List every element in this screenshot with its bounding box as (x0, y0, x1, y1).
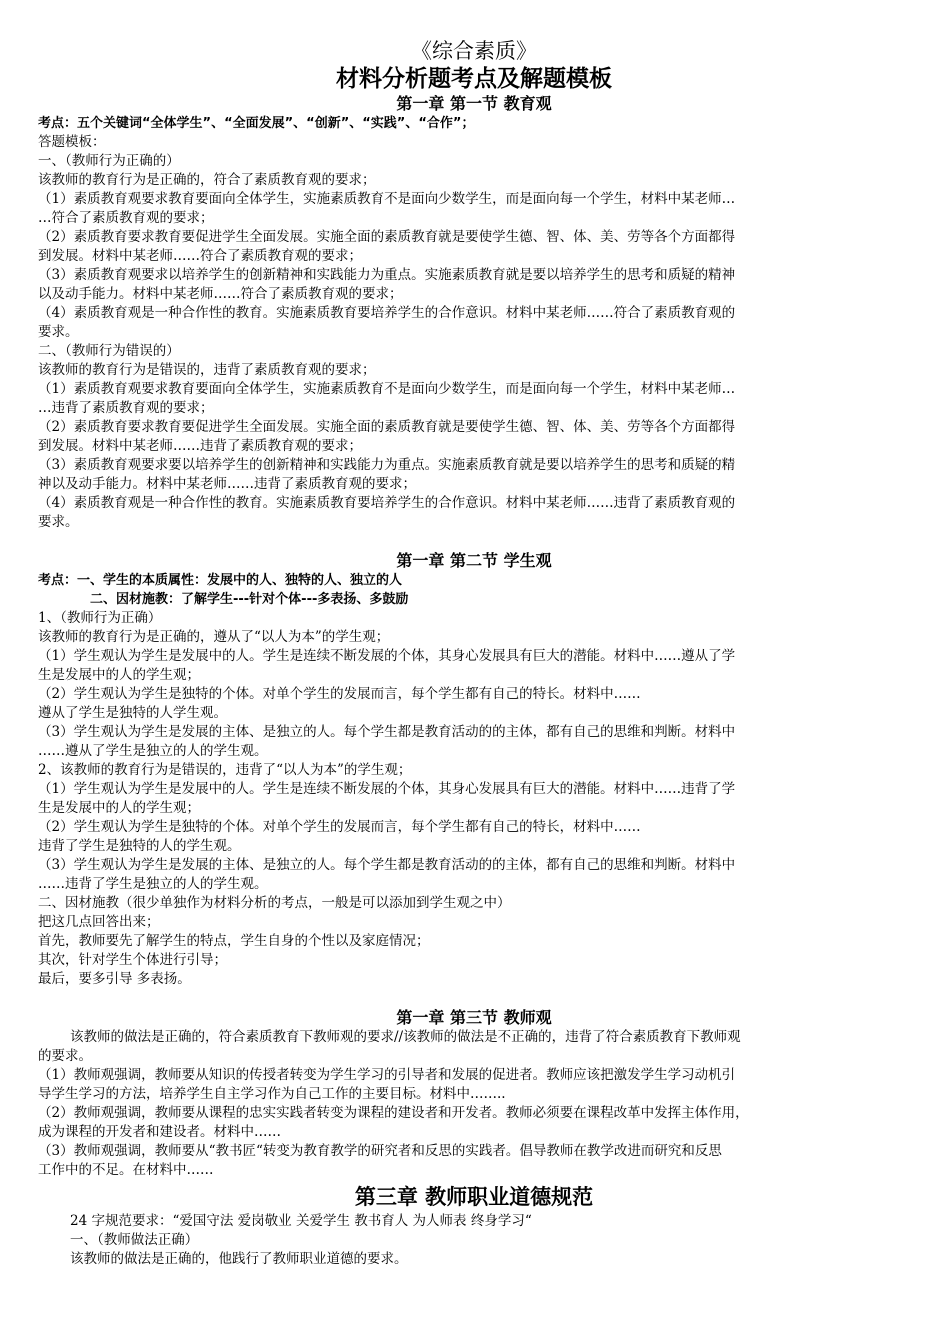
section-heading-professional-ethics: 第三章 教师职业道德规范 (354, 1185, 594, 1209)
text-line: 该教师的教育行为是正确的，遵从了“以人为本”的学生观； (38, 629, 390, 645)
key-points: 考点：五个关键词“全体学生”、“全面发展”、“创新”、“实践”、“合作”； (38, 116, 475, 131)
key-points-continued: 二、因材施教：了解学生---针对个体---多表扬、多鼓励 (90, 592, 409, 607)
text-line: 把这几点回答出来； (38, 914, 160, 930)
text-line: 要求。 (38, 324, 79, 340)
text-line: （1）学生观认为学生是发展中的人。学生是连续不断发展的个体，其身心发展具有巨大的潜能。材料中……遵从了学 (38, 648, 736, 664)
text-line: 答题模板： (38, 134, 106, 150)
text-line: 导学生学习的方法，培养学生自主学习作为自己工作的主要目标。材料中…….. (38, 1086, 506, 1102)
text-line: （3）教师观强调，教师要从“教书匠“转变为教育教学的研究者和反思的实践者。倡导教师在教学改进而研究和反思 (38, 1143, 722, 1159)
text-line: 到发展。材料中某老师……违背了素质教育观的要求； (38, 438, 362, 454)
text-line: …符合了素质教育观的要求； (38, 210, 214, 226)
text-line: 以及动手能力。材料中某老师……符合了素质教育观的要求； (38, 286, 403, 302)
text-line: 其次，针对学生个体进行引导； (38, 952, 227, 968)
text-line: 生是发展中的人的学生观； (38, 667, 200, 683)
text-line: （2）教师观强调，教师要从课程的忠实实践者转变为课程的建设者和开发者。教师必须要在课程改革中发挥主体作用， (38, 1105, 749, 1121)
key-points: 考点：一、学生的本质属性：发展中的人、独特的人、独立的人 (38, 573, 403, 588)
text-line: 成为课程的开发者和建设者。材料中…… (38, 1124, 281, 1140)
text-line: 1、（教师行为正确） (38, 610, 162, 626)
text-line: 二、（教师行为错误的） (38, 343, 180, 359)
text-line: 工作中的不足。在材料中…… (38, 1162, 214, 1178)
text-line: 一、（教师行为正确的） (38, 153, 180, 169)
text-line: 24 字规范要求：“爱国守法 爱岗敬业 关爱学生 教书育人 为人师表 终身学习“ (70, 1213, 532, 1229)
document-subtitle: 材料分析题考点及解题模板 (336, 66, 612, 92)
text-line: 神以及动手能力。材料中某老师……违背了素质教育观的要求； (38, 476, 416, 492)
text-line: （2）素质教育要求教育要促进学生全面发展。实施全面的素质教育就是要使学生德、智、体、美、劳等各个方面都得 (38, 229, 736, 245)
text-line: ……遵从了学生是独立的人的学生观。 (38, 743, 268, 759)
spacer (38, 532, 910, 551)
text-line: （1）教师观强调，教师要从知识的传授者转变为学生学习的引导者和发展的促进者。教师应该把激发学生学习动机引 (38, 1067, 736, 1083)
text-line: （3）学生观认为学生是发展的主体、是独立的人。每个学生都是教育活动的的主体，都有自己的思维和判断。材料中 (38, 857, 736, 873)
text-line: 违背了学生是独特的人的学生观。 (38, 838, 241, 854)
text-line: （2）素质教育要求教育要促进学生全面发展。实施全面的素质教育就是要使学生德、智、体、美、劳等各个方面都得 (38, 419, 736, 435)
text-line: 该教师的做法是正确的，他践行了教师职业道德的要求。 (70, 1251, 408, 1267)
section-heading-teacher-view: 第一章 第三节 教师观 (396, 1008, 552, 1027)
text-line: （3）素质教育观要求要以培养学生的创新精神和实践能力为重点。实施素质教育就是要以培养学生的思考和质疑的精 (38, 457, 736, 473)
text-line: （3）学生观认为学生是发展的主体、是独立的人。每个学生都是教育活动的的主体，都有自己的思维和判断。材料中 (38, 724, 736, 740)
text-line: （2）学生观认为学生是独特的个体。对单个学生的发展而言，每个学生都有自己的特长，材料中…… (38, 819, 641, 835)
text-line: （2）学生观认为学生是独特的个体。对单个学生的发展而言，每个学生都有自己的特长。材料中…… (38, 686, 641, 702)
text-line: （1）素质教育观要求教育要面向全体学生，实施素质教育不是面向少数学生，而是面向每一个学生，材料中某老师… (38, 191, 736, 207)
text-line: 该教师的教育行为是错误的，违背了素质教育观的要求； (38, 362, 376, 378)
text-line: ……违背了学生是独立的人的学生观。 (38, 876, 268, 892)
text-line: （1）学生观认为学生是发展中的人。学生是连续不断发展的个体，其身心发展具有巨大的潜能。材料中……违背了学 (38, 781, 736, 797)
spacer (38, 989, 910, 1008)
text-line: 要求。 (38, 514, 79, 530)
text-line: 一、（教师做法正确） (70, 1232, 199, 1248)
text-line: 到发展。材料中某老师……符合了素质教育观的要求； (38, 248, 362, 264)
document-title: 《综合素质》 (411, 39, 537, 63)
text-line: 该教师的教育行为是正确的，符合了素质教育观的要求； (38, 172, 376, 188)
text-line: 该教师的做法是正确的，符合素质教育下教师观的要求//该教师的做法是不正确的，违背了符合素质教育下教师观 (70, 1029, 741, 1045)
text-line: 二、因材施教（很少单独作为材料分析的考点，一般是可以添加到学生观之中） (38, 895, 511, 911)
text-line: （3）素质教育观要求以培养学生的创新精神和实践能力为重点。实施素质教育就是要以培养学生的思考和质疑的精神 (38, 267, 736, 283)
text-line: 2、该教师的教育行为是错误的，违背了“以人为本”的学生观； (38, 762, 412, 778)
text-line: 首先，教师要先了解学生的特点，学生自身的个性以及家庭情况； (38, 933, 430, 949)
text-line: （4）素质教育观是一种合作性的教育。实施素质教育要培养学生的合作意识。材料中某老师……违背了素质教育观的 (38, 495, 736, 511)
text-line: 遵从了学生是独特的人学生观。 (38, 705, 227, 721)
text-line: 最后，要多引导 多表扬。 (38, 971, 191, 987)
text-line: …违背了素质教育观的要求； (38, 400, 214, 416)
text-line: 生是发展中的人的学生观； (38, 800, 200, 816)
text-line: （1）素质教育观要求教育要面向全体学生，实施素质教育不是面向少数学生，而是面向每一个学生，材料中某老师… (38, 381, 736, 397)
section-heading-student-view: 第一章 第二节 学生观 (396, 551, 552, 570)
section-heading-education-view: 第一章 第一节 教育观 (396, 94, 552, 113)
text-line: （4）素质教育观是一种合作性的教育。实施素质教育要培养学生的合作意识。材料中某老师……符合了素质教育观的 (38, 305, 736, 321)
document-page (38, 36, 910, 1269)
text-line: 的要求。 (38, 1048, 92, 1064)
